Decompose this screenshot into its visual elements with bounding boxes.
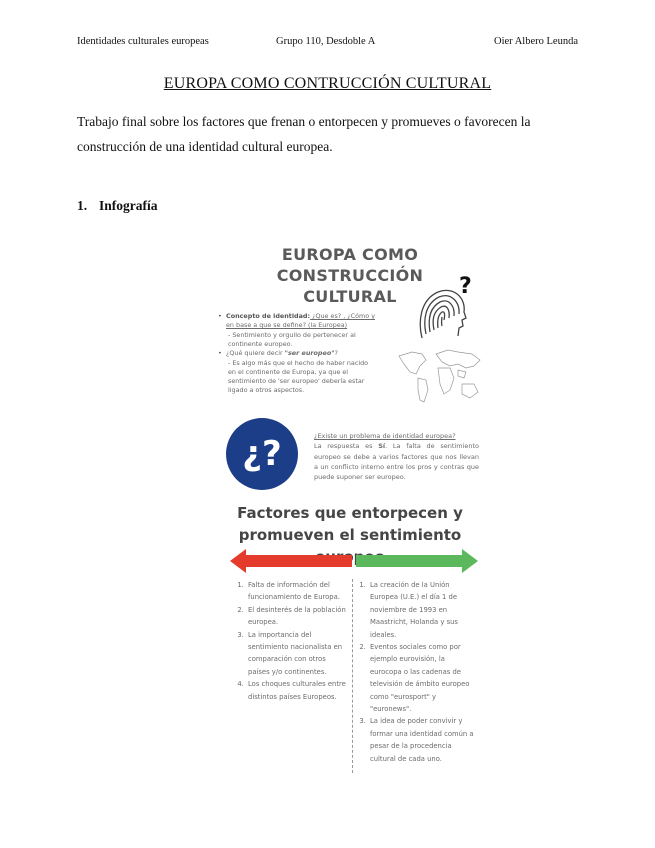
promote-item: 1. La creación de la Unión Europea (U.E.) el día 1 de noviembre de 1993 en Maastricht, Holanda y sus ideales.	[368, 579, 474, 641]
european-end: ?	[334, 349, 338, 357]
concept-sub: - Sentimiento y orgullo de pertenecer al continente europeo.	[228, 331, 356, 348]
header-course: Identidades culturales europeas	[77, 36, 209, 47]
european-label: ¿Qué quiere decir	[226, 349, 285, 357]
intro-paragraph: Trabajo final sobre los factores que frenan o entorpecen y promueves o favorecen la construcción de una identidad cultural europea.	[77, 114, 531, 154]
hinder-item: 4. Los choques culturales entre distintos países Europeos.	[246, 678, 346, 703]
problem-heading: ¿Existe un problema de identidad europea?	[314, 432, 456, 440]
question-mark: ?	[459, 274, 472, 299]
concept-question: ¿Que es? , ¿Cómo y en base a que se define? (la Europea)	[226, 312, 375, 329]
promote-item: 2. Eventos sociales como por ejemplo eurovisión, la eurocopa o las cadenas de televisión de ámbito europeo como "eurosport" y "euronews".	[368, 641, 474, 715]
hinder-item: 3. La importancia del sentimiento nacionalista en comparación con otros países y/o continentes.	[246, 629, 346, 679]
hinder-factors	[234, 579, 346, 703]
promote-item: 3. La idea de poder convivir y formar una identidad común a pesar de la procedencia cultural de cada uno.	[368, 715, 474, 765]
european-bullet	[218, 349, 378, 358]
infographic-title-line1: EUROPA COMO CONSTRUCCIÓN	[276, 245, 424, 285]
world-map-icon	[396, 344, 482, 410]
left-red-arrow-icon	[230, 549, 352, 573]
promote-factors	[356, 579, 474, 765]
identity-concepts	[218, 312, 378, 395]
european-sub: - Es algo más que el hecho de haber nacido en el continente de Europa, ya que el sentimiento de 'ser europeo' debería estar ligado a otros aspectos.	[228, 359, 369, 394]
header-author: Oier Albero Leunda	[494, 36, 578, 47]
hinder-item: 1. Falta de información del funcionamiento de Europa.	[246, 579, 346, 604]
section-title: Infografía	[99, 198, 158, 213]
problem-text-c: . La falta de sentimiento europeo se debe a varios factores que nos llevan a un conflicto interno entre los pros y contras que puede suponer ser europeo.	[314, 442, 479, 482]
european-emphasis: "ser europeo"	[284, 349, 335, 357]
problem-answer: Sí	[378, 442, 386, 451]
big-question-badge: ¿?	[226, 418, 298, 490]
section-heading	[77, 198, 158, 214]
column-divider	[352, 579, 353, 773]
infographic-title-line2: CULTURAL	[303, 287, 397, 306]
document-title: EUROPA COMO CONTRUCCIÓN CULTURAL	[163, 75, 492, 92]
concept-bullet	[218, 312, 378, 330]
section-number: 1.	[77, 198, 88, 213]
factors-title-line1: Factores que entorpecen y	[237, 504, 463, 522]
factors-title-line2: promueven el sentimiento	[238, 526, 462, 544]
identity-problem	[314, 431, 479, 482]
problem-text-a: La respuesta es	[314, 442, 379, 451]
hinder-item: 2. El desinterés de la población europea.	[246, 604, 346, 629]
header-group: Grupo 110, Desdoble A	[276, 36, 376, 47]
concept-label: Concepto de identidad:	[226, 312, 311, 320]
infographic	[216, 232, 484, 780]
right-green-arrow-icon	[356, 549, 478, 573]
